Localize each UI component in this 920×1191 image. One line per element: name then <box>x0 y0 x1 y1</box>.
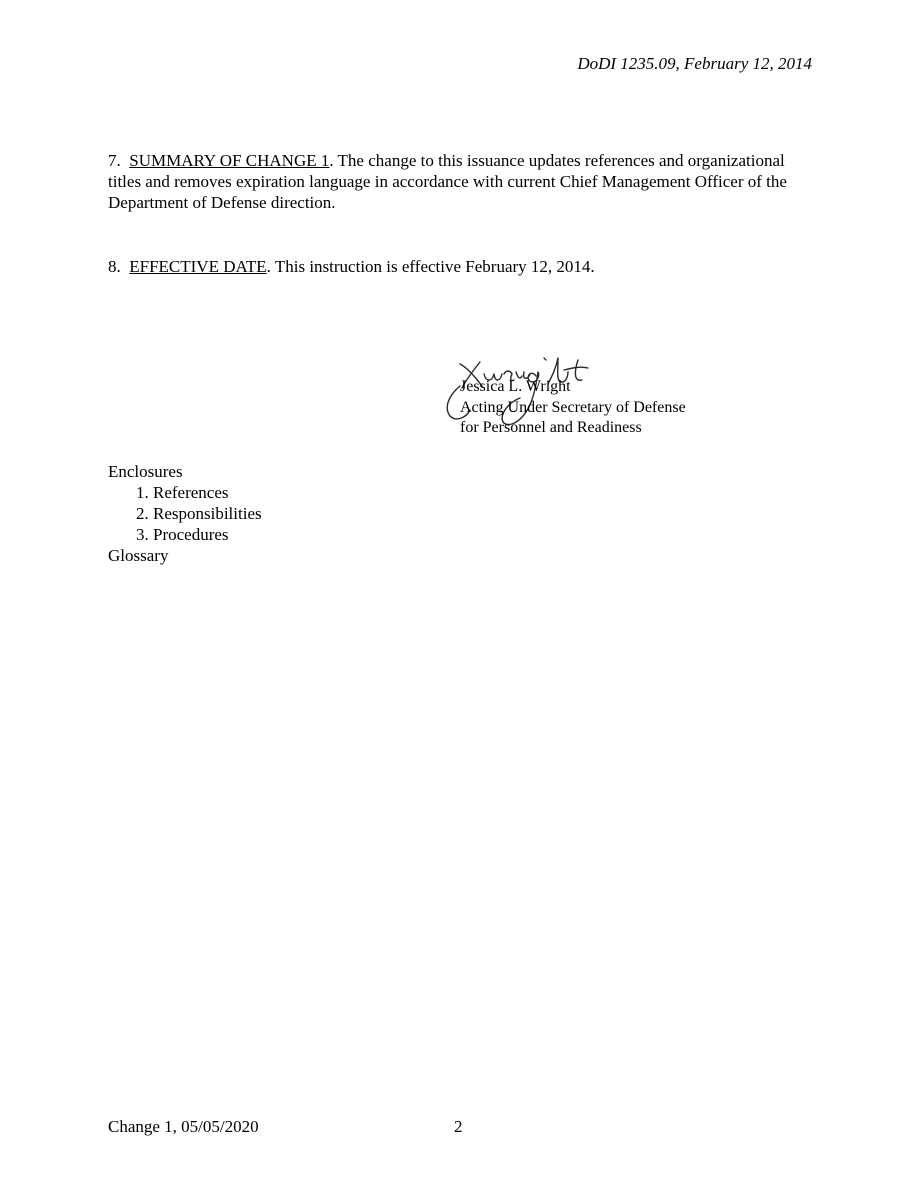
enclosures-label: Enclosures <box>108 462 183 481</box>
section-heading: EFFECTIVE DATE <box>129 257 267 276</box>
enclosure-item: 3. Procedures <box>136 525 229 544</box>
signatory-name: Jessica L. Wright <box>460 378 571 395</box>
enclosure-item: 1. References <box>136 483 229 502</box>
signatory-title-line1: Acting Under Secretary of Defense <box>460 399 686 416</box>
section-number: 8. <box>108 257 121 276</box>
enclosure-item: 2. Responsibilities <box>136 504 262 523</box>
section-number: 7. <box>108 151 121 170</box>
section-text: . The change to this issuance updates references and organizational titles and removes expiration language in accordance with current Chief Management Officer of the Department of Defense direction. <box>108 151 787 212</box>
section-summary-of-change <box>108 150 808 213</box>
enclosures-list <box>108 461 262 566</box>
glossary-label: Glossary <box>108 546 169 565</box>
signatory-title-line2: for Personnel and Readiness <box>460 419 642 436</box>
section-effective-date <box>108 256 808 277</box>
section-heading: SUMMARY OF CHANGE 1 <box>129 151 330 170</box>
footer-change-note: Change 1, 05/05/2020 <box>108 1117 259 1136</box>
document-reference-header: DoDI 1235.09, February 12, 2014 <box>577 54 812 73</box>
section-text: . This instruction is effective February 12, 2014. <box>266 257 595 276</box>
signature-block <box>440 346 740 446</box>
page-number: 2 <box>454 1117 463 1136</box>
